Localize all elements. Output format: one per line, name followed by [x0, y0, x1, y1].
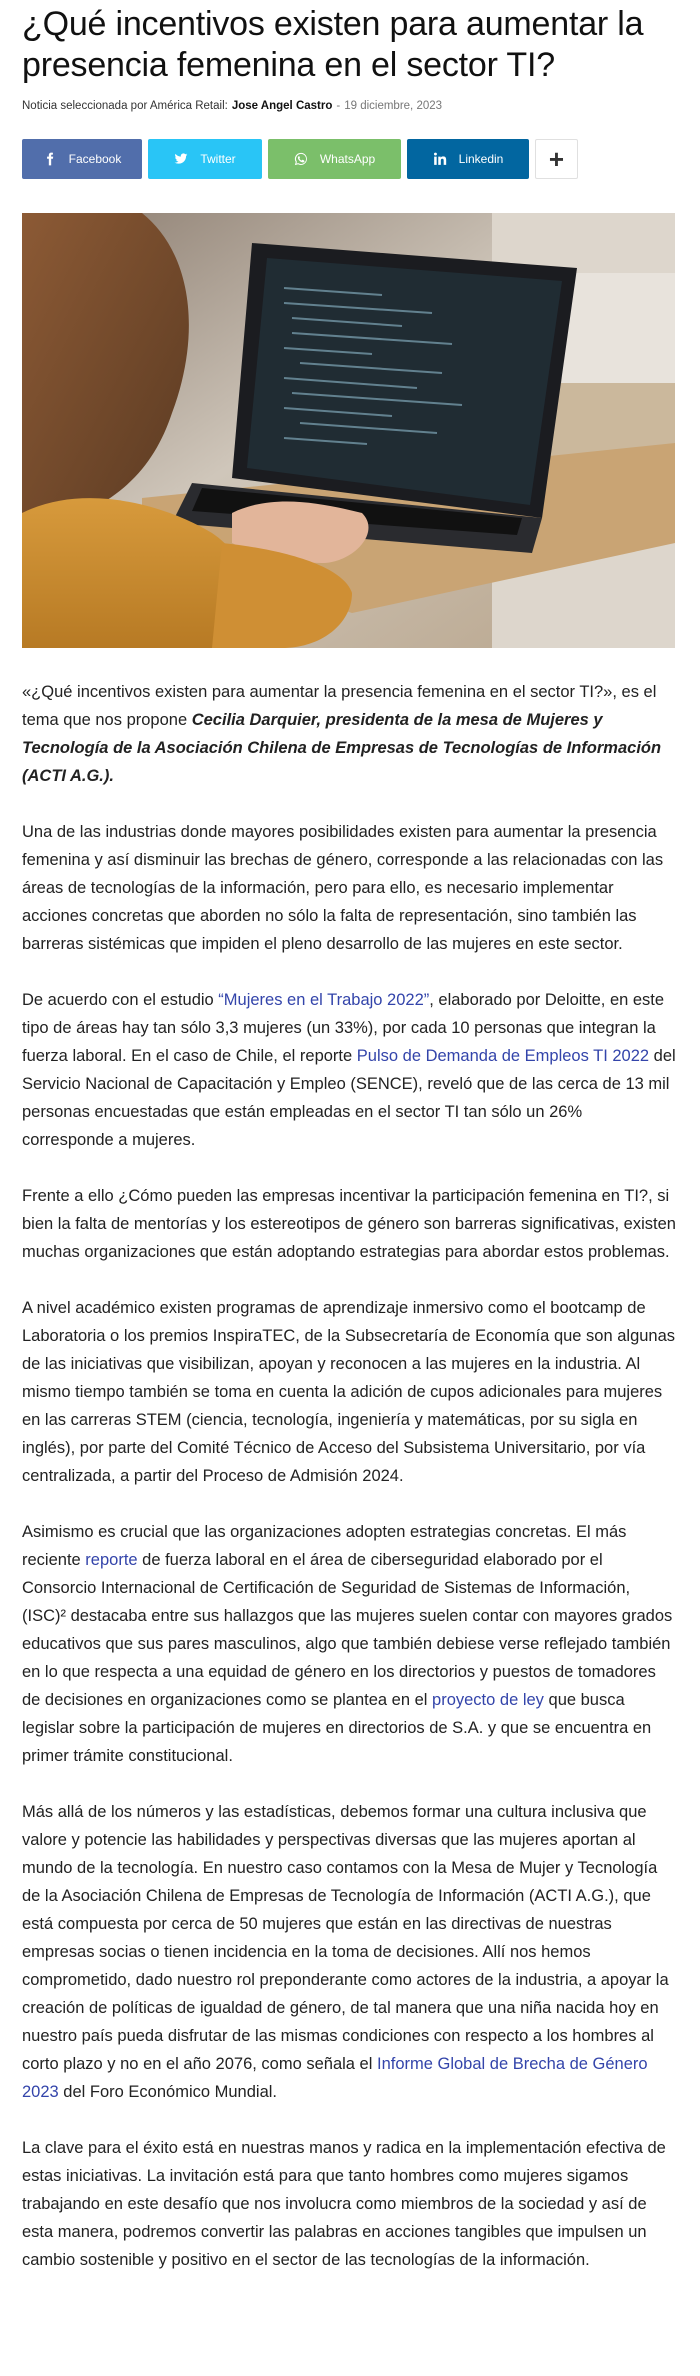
linkedin-share-button[interactable] — [407, 139, 529, 179]
link-reporte[interactable]: reporte — [85, 1551, 138, 1569]
paragraph-text: que busca legislar sobre la participación de mujeres en directorios de S.A. y que se encuentra en primer trámite constitucional. — [22, 1691, 652, 1765]
article-meta — [22, 100, 678, 112]
linkedin-label: Linkedin — [458, 152, 504, 166]
twitter-label: Twitter — [200, 152, 236, 166]
meta-prefix: Noticia seleccionada por América Retail: — [22, 100, 228, 112]
page-title: ¿Qué incentivos existen para aumentar la presencia femenina en el sector TI? — [22, 5, 644, 84]
whatsapp-label: WhatsApp — [319, 152, 376, 166]
link-pulso-demanda[interactable]: Pulso de Demanda de Empleos TI 2022 — [356, 1047, 650, 1065]
paragraph-culture — [22, 1798, 678, 2106]
paragraph-strategies — [22, 1518, 678, 1770]
paragraph-text: , elaborado por Deloitte, en este tipo de áreas hay tan sólo 3,3 mujeres (un 33%), por cada 10 personas que integran la fuerza laboral. En el caso de Chile, el reporte — [22, 991, 665, 1065]
author-link[interactable]: Jose Angel Castro — [231, 100, 333, 112]
paragraph: Una de las industrias donde mayores posibilidades existen para aumentar la presencia femenina y así disminuir las brechas de género, corresponde a las relacionadas con las áreas de tecnologías de la información, pero para ello, es necesario implementar acciones concretas que aborden no sólo la falta de representación, sino también las barreras sistémicas que impiden el pleno desarrollo de las mujeres en este sector. — [22, 823, 664, 953]
whatsapp-icon — [294, 152, 308, 166]
link-informe-global[interactable]: Informe Global de Brecha de Género 2023 — [22, 2055, 648, 2101]
paragraph-closing: La clave para el éxito está en nuestras manos y radica en la implementación efectiva de estas iniciativas. La invitación está para que tanto hombres como mujeres sigamos trabajando en este desafío que nos involucra como miembros de la sociedad y así de esta manera, podremos convertir las palabras en acciones tangibles que impulsen un cambio sostenible y positivo en el sector de las tecnologías de la información. — [22, 2139, 666, 2269]
paragraph-text: De acuerdo con el estudio — [22, 991, 219, 1009]
paragraph-text: de fuerza laboral en el área de ciberseguridad elaborado por el Consorcio Internacional de Certificación de Seguridad de Sistemas de Información, (ISC)² destacaba entre sus hallazgos que las mujeres suelen contar con mayores grados educativos que sus pares masculinos, algo que también debiese verse reflejado también en lo que respecta a una equidad de género en los directorios y puestos de tomadores de decisiones en organizaciones como se plantea en el — [22, 1551, 673, 1709]
paragraph-text: del Servicio Nacional de Capacitación y Empleo (SENCE), reveló que de las cerca de 13 mil personas encuestadas que están empleadas en el sector TI tan sólo un 26% corresponde a mujeres. — [22, 1047, 676, 1149]
photo-icon — [22, 213, 675, 648]
twitter-share-button[interactable] — [148, 139, 262, 179]
paragraph-text: Más allá de los números y las estadísticas, debemos formar una cultura inclusiva que valore y potencie las habilidades y perspectivas diversas que las mujeres aportan al mundo de la tecnología. En nuestro caso contamos con la Mesa de Mujer y Tecnología de la Asociación Chilena de Empresas de Tecnología de Información (ACTI A.G.), que está compuesta por cerca de 50 mujeres que están en las directivas de nuestras empresas socias o tienen incidencia en la toma de decisiones. Allí nos hemos comprometido, dado nuestro rol preponderante como actores de la industria, a apoyar la creación de políticas de igualdad de género, de tal manera que una niña nacida hoy en nuestro país pueda disfrutar de las mismas condiciones con respecto a los hombres al corto plazo y no en el año 2076, como señala el — [22, 1803, 669, 2073]
intro-text: «¿Qué incentivos existen para aumentar la presencia femenina en el sector TI?», es el tema que nos propone — [22, 683, 657, 729]
share-bar — [22, 139, 678, 179]
link-proyecto-de-ley[interactable]: proyecto de ley — [432, 1691, 544, 1709]
facebook-icon — [43, 152, 57, 166]
paragraph-text: del Foro Económico Mundial. — [58, 2083, 277, 2101]
paragraph-intro — [22, 678, 678, 790]
link-mujeres-trabajo[interactable]: “Mujeres en el Trabajo 2022” — [218, 991, 430, 1009]
paragraph: A nivel académico existen programas de aprendizaje inmersivo como el bootcamp de Laboratoria o los premios InspiraTEC, de la Subsecretaría de Economía que son algunas de las iniciativas que visibilizan, apoyan y reconocen a las mujeres en la industria. Al mismo tiempo también se toma en cuenta la adición de cupos adicionales para mujeres en las carreras STEM (ciencia, tecnología, ingeniería y matemáticas, por su sigla en inglés), por parte del Comité Técnico de Acceso del Subsistema Universitario, por vía centralizada, a partir del Proceso de Admisión 2024. — [22, 1299, 676, 1485]
meta-separator: - — [336, 100, 341, 112]
linkedin-icon — [433, 152, 447, 166]
article-body — [22, 678, 678, 2274]
twitter-icon — [174, 152, 188, 166]
intro-author-highlight: Cecilia Darquier, presidenta de la mesa de Mujeres y Tecnología de la Asociación Chilena de Empresas de Tecnologías de Información (ACTI A.G.). — [22, 711, 662, 785]
paragraph: Frente a ello ¿Cómo pueden las empresas incentivar la participación femenina en TI?, si bien la falta de mentorías y los estereotipos de género son barreras significativas, existen muchas organizaciones que están adoptando estrategias para abordar estos problemas. — [22, 1187, 676, 1261]
more-share-button[interactable]: + — [535, 139, 578, 179]
facebook-share-button[interactable] — [22, 139, 142, 179]
whatsapp-share-button[interactable] — [268, 139, 401, 179]
publish-date: 19 diciembre, 2023 — [344, 100, 443, 112]
paragraph-stats — [22, 986, 678, 1154]
paragraph-text: Asimismo es crucial que las organizaciones adopten estrategias concretas. El más reciente — [22, 1523, 627, 1569]
hero-image — [22, 213, 675, 648]
facebook-label: Facebook — [68, 152, 122, 166]
